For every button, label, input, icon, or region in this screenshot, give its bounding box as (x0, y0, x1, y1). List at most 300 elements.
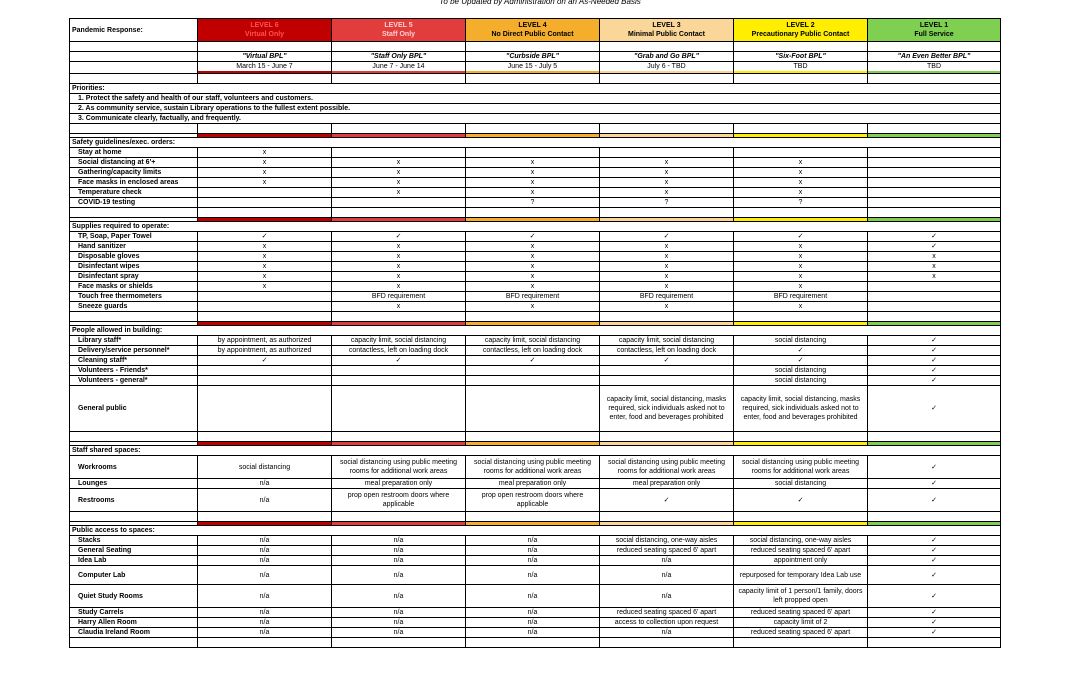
public-space-row-label: Computer Lab (70, 566, 198, 585)
public-space-row (70, 536, 1001, 546)
safety-row (70, 178, 1001, 188)
empty-cell (868, 208, 1001, 218)
safety-row (70, 188, 1001, 198)
safety-row (70, 168, 1001, 178)
public-space-row-cell: n/a (466, 608, 600, 618)
empty-cell (332, 312, 466, 322)
people-row-cell: contactless, left on loading dock (332, 346, 466, 356)
public-space-row-cell: access to collection upon request (600, 618, 734, 628)
public-space-row-cell: reduced seating spaced 6' apart (600, 608, 734, 618)
level-dates-text: June 7 - June 14 (372, 63, 425, 70)
empty-cell (332, 432, 466, 442)
empty-cell (466, 74, 600, 84)
supply-row-cell: ✓ (600, 232, 734, 242)
pandemic-response-label: Pandemic Response: (70, 19, 198, 42)
safety-row-label: Stay at home (70, 148, 198, 158)
people-row-cell: contactless, left on loading dock (600, 346, 734, 356)
spacer-row (70, 312, 1001, 322)
level-nickname: "Staff Only BPL" (332, 52, 466, 62)
safety-row (70, 158, 1001, 168)
public-space-row-cell: ✓ (868, 556, 1001, 566)
spacer-row (70, 512, 1001, 522)
empty-cell (466, 208, 600, 218)
supply-row-cell: x (332, 272, 466, 282)
empty-cell (198, 124, 332, 134)
supply-row-cell: x (332, 252, 466, 262)
public-space-row-cell: social distancing, one-way aisles (600, 536, 734, 546)
level-name: Staff Only (381, 31, 416, 38)
safety-row-cell: x (198, 158, 332, 168)
people-row-cell (466, 366, 600, 376)
safety-row-cell: x (734, 178, 868, 188)
supply-row-cell: x (466, 302, 600, 312)
public-space-row-cell: n/a (466, 566, 600, 585)
public-space-row-cell: ✓ (868, 585, 1001, 608)
people-row-cell (466, 376, 600, 386)
people-row-cell: capacity limit, social distancing (466, 336, 600, 346)
people-row-cell: capacity limit, social distancing (600, 336, 734, 346)
level-name: Minimal Public Contact (627, 31, 705, 38)
staff-space-row-cell: ✓ (868, 479, 1001, 489)
supply-row-label: Disinfectant spray (70, 272, 198, 282)
safety-row-cell (466, 148, 600, 158)
safety-row-cell: x (734, 168, 868, 178)
people-row-cell: ✓ (868, 366, 1001, 376)
public-space-row (70, 566, 1001, 585)
supply-row (70, 252, 1001, 262)
safety-row-cell: x (466, 158, 600, 168)
public-space-row (70, 618, 1001, 628)
supply-row-cell: x (198, 272, 332, 282)
supply-row-cell: x (466, 262, 600, 272)
supply-row-label: Disinfectant wipes (70, 262, 198, 272)
people-row-cell: social distancing (734, 376, 868, 386)
supply-row-cell: x (734, 302, 868, 312)
public-space-row-cell: ✓ (868, 536, 1001, 546)
supply-row-cell: ✓ (868, 242, 1001, 252)
level-dates-text: July 6 - TBD (647, 63, 686, 70)
people-row-cell: ✓ (868, 386, 1001, 432)
level-dates-text: June 15 - July 5 (507, 63, 558, 70)
empty-cell (868, 638, 1001, 648)
public-space-row-cell: reduced seating spaced 6' apart (734, 628, 868, 638)
level-dates (466, 62, 600, 74)
public-space-row-cell: n/a (466, 618, 600, 628)
public-space-row-cell: n/a (332, 618, 466, 628)
staff-space-row-cell: n/a (198, 489, 332, 512)
safety-row-cell: x (466, 188, 600, 198)
people-row (70, 376, 1001, 386)
supply-row-label: Sneeze guards (70, 302, 198, 312)
level-number: LEVEL 6 (250, 22, 279, 29)
safety-row-cell: x (332, 188, 466, 198)
safety-row-cell: x (466, 168, 600, 178)
people-row-cell (332, 366, 466, 376)
people-title: People allowed in building: (70, 326, 1001, 336)
public-space-row-cell: n/a (600, 556, 734, 566)
supply-row-cell: x (734, 272, 868, 282)
public-space-row-cell: ✓ (868, 546, 1001, 556)
empty-cell (70, 42, 198, 52)
supply-row-cell: BFD requirement (734, 292, 868, 302)
supply-row-label: Touch free thermometers (70, 292, 198, 302)
people-row-cell: capacity limit, social distancing, masks required, sick individuals asked not to enter, food and beverages prohibited (600, 386, 734, 432)
supply-row-cell: x (332, 242, 466, 252)
people-row-cell (198, 376, 332, 386)
supply-row-cell: x (332, 282, 466, 292)
safety-row-cell: x (466, 178, 600, 188)
priority-row (70, 94, 1001, 104)
empty-cell (868, 312, 1001, 322)
spacer-row (70, 74, 1001, 84)
level-nickname: "Grab and Go BPL" (600, 52, 734, 62)
spacer-row (70, 124, 1001, 134)
people-row-cell (466, 386, 600, 432)
public-space-row-cell: n/a (466, 546, 600, 556)
people-row-cell: ✓ (868, 346, 1001, 356)
level-number: LEVEL 1 (919, 22, 949, 29)
people-row-cell: contactless, left on loading dock (466, 346, 600, 356)
staff-space-row-cell: social distancing using public meeting rooms for additional work areas (466, 456, 600, 479)
empty-cell (600, 42, 734, 52)
safety-row-cell: x (198, 168, 332, 178)
empty-cell (734, 74, 868, 84)
supply-row-label: TP, Soap, Paper Towel (70, 232, 198, 242)
staff-space-row-cell: social distancing using public meeting rooms for additional work areas (332, 456, 466, 479)
supply-row (70, 292, 1001, 302)
people-row-cell (332, 376, 466, 386)
supply-row-label: Face masks or shields (70, 282, 198, 292)
level-name: Virtual Only (244, 31, 285, 38)
empty-cell (198, 312, 332, 322)
public-space-row-cell: n/a (466, 556, 600, 566)
public-space-row-label: General Seating (70, 546, 198, 556)
supply-row-cell: x (466, 272, 600, 282)
supply-row-cell: x (734, 262, 868, 272)
supply-row-cell: ✓ (868, 232, 1001, 242)
empty-cell (600, 74, 734, 84)
supply-row-cell: BFD requirement (600, 292, 734, 302)
safety-row-cell: ? (734, 198, 868, 208)
empty-cell (332, 42, 466, 52)
safety-row-cell: x (198, 178, 332, 188)
public-space-row-cell: n/a (466, 585, 600, 608)
people-row-cell: capacity limit, social distancing (332, 336, 466, 346)
empty-cell (734, 512, 868, 522)
safety-row-cell: x (600, 158, 734, 168)
empty-cell (198, 208, 332, 218)
people-row-cell: social distancing (734, 336, 868, 346)
people-row-cell (332, 386, 466, 432)
people-row-cell: ✓ (868, 376, 1001, 386)
level-number: LEVEL 5 (384, 22, 413, 29)
spacer-row (70, 638, 1001, 648)
people-row (70, 356, 1001, 366)
supply-row-cell: x (332, 262, 466, 272)
empty-cell (734, 432, 868, 442)
public-space-row-cell: n/a (198, 556, 332, 566)
empty-cell (734, 312, 868, 322)
safety-row-label: Temperature check (70, 188, 198, 198)
people-row-cell (198, 386, 332, 432)
people-row-cell: by appointment, as authorized (198, 336, 332, 346)
safety-row-cell (734, 148, 868, 158)
public-space-row (70, 608, 1001, 618)
people-row-cell: by appointment, as authorized (198, 346, 332, 356)
spacer-row (70, 432, 1001, 442)
safety-row-cell: ? (466, 198, 600, 208)
empty-cell (600, 512, 734, 522)
public-space-row-label: Claudia Ireland Room (70, 628, 198, 638)
public-space-row-label: Quiet Study Rooms (70, 585, 198, 608)
safety-row (70, 198, 1001, 208)
public-space-row-cell: n/a (332, 566, 466, 585)
safety-row-cell: x (600, 168, 734, 178)
public-space-row-cell: ✓ (868, 628, 1001, 638)
staff-space-row-cell: prop open restroom doors where applicable (332, 489, 466, 512)
empty-cell (734, 208, 868, 218)
level-dates (198, 62, 332, 74)
supply-row-cell: x (600, 242, 734, 252)
public-space-row-label: Idea Lab (70, 556, 198, 566)
empty-cell (332, 74, 466, 84)
empty-cell (70, 124, 198, 134)
public-space-row-label: Harry Allen Room (70, 618, 198, 628)
empty-cell (466, 638, 600, 648)
supply-row (70, 272, 1001, 282)
safety-row-cell (198, 198, 332, 208)
empty-cell (600, 312, 734, 322)
staff-space-row-label: Restrooms (70, 489, 198, 512)
public-space-row-cell: n/a (198, 536, 332, 546)
staff-space-row-cell: ✓ (868, 489, 1001, 512)
empty-cell (600, 208, 734, 218)
supply-row-cell: x (198, 282, 332, 292)
public-space-row-cell: repurposed for temporary Idea Lab use (734, 566, 868, 585)
level-nickname: "Six-Foot BPL" (734, 52, 868, 62)
supply-row-label: Disposable gloves (70, 252, 198, 262)
staff-space-row-cell: n/a (198, 479, 332, 489)
supply-row-cell: x (600, 262, 734, 272)
level-dates (734, 62, 868, 74)
priorities-title: Priorities: (70, 84, 1001, 94)
safety-row-cell (868, 158, 1001, 168)
level-header-row (70, 19, 1001, 42)
people-row-label: Cleaning staff* (70, 356, 198, 366)
people-row (70, 346, 1001, 356)
people-row-cell (600, 366, 734, 376)
people-row-cell: ✓ (734, 356, 868, 366)
public-space-row-cell: n/a (466, 628, 600, 638)
staff-space-row-label: Workrooms (70, 456, 198, 479)
public-space-row-cell: n/a (198, 618, 332, 628)
empty-cell (70, 638, 198, 648)
people-row-label: Volunteers - Friends* (70, 366, 198, 376)
public-space-row-cell: social distancing, one-way aisles (734, 536, 868, 546)
people-title-row (70, 326, 1001, 336)
level-number: LEVEL 2 (786, 22, 815, 29)
level-dates (868, 62, 1001, 74)
empty-cell (70, 74, 198, 84)
level-header-1 (868, 19, 1001, 42)
staff-spaces-title-row (70, 446, 1001, 456)
people-row (70, 336, 1001, 346)
staff-space-row-cell: meal preparation only (332, 479, 466, 489)
supply-row (70, 232, 1001, 242)
public-space-row-cell: ✓ (868, 608, 1001, 618)
public-space-row-cell: n/a (198, 566, 332, 585)
public-space-row-cell: n/a (600, 566, 734, 585)
level-header-2 (734, 19, 868, 42)
empty-cell (734, 42, 868, 52)
level-header-3 (600, 19, 734, 42)
safety-row-cell (868, 178, 1001, 188)
people-row-cell: ✓ (868, 336, 1001, 346)
spacer-row (70, 208, 1001, 218)
public-spaces-title-row (70, 526, 1001, 536)
level-dates-text: TBD (927, 63, 941, 70)
people-row-cell: capacity limit, social distancing, masks required, sick individuals asked not to enter, food and beverages prohibited (734, 386, 868, 432)
safety-row-cell (868, 198, 1001, 208)
empty-cell (600, 124, 734, 134)
supplies-title-row (70, 222, 1001, 232)
supply-row-cell: BFD requirement (332, 292, 466, 302)
safety-row-label: Gathering/capacity limits (70, 168, 198, 178)
empty-cell (466, 42, 600, 52)
public-space-row-cell: n/a (198, 628, 332, 638)
public-space-row-label: Stacks (70, 536, 198, 546)
empty-cell (734, 124, 868, 134)
people-row-label: Volunteers - general* (70, 376, 198, 386)
public-space-row-cell: n/a (332, 536, 466, 546)
public-space-row-cell: n/a (600, 585, 734, 608)
supply-row-cell (868, 302, 1001, 312)
empty-cell (70, 208, 198, 218)
safety-row-cell (198, 188, 332, 198)
priority-item: 1. Protect the safety and health of our staff, volunteers and customers. (70, 94, 1001, 104)
priority-row (70, 114, 1001, 124)
supply-row (70, 282, 1001, 292)
staff-space-row-cell: social distancing using public meeting rooms for additional work areas (600, 456, 734, 479)
supply-row-cell: x (198, 252, 332, 262)
supply-row-cell: x (600, 302, 734, 312)
staff-space-row (70, 489, 1001, 512)
staff-space-row-cell: ✓ (600, 489, 734, 512)
level-header-4 (466, 19, 600, 42)
public-space-row-cell: capacity limit of 2 (734, 618, 868, 628)
empty-cell (70, 512, 198, 522)
level-header-5 (332, 19, 466, 42)
public-space-row-cell: n/a (332, 556, 466, 566)
safety-row-label: Face masks in enclosed areas (70, 178, 198, 188)
public-space-row (70, 585, 1001, 608)
priorities-title-row (70, 84, 1001, 94)
empty-cell (868, 512, 1001, 522)
supply-row-cell: x (734, 252, 868, 262)
supply-row-cell: ✓ (198, 232, 332, 242)
supply-row-cell (198, 292, 332, 302)
supply-row-cell (868, 282, 1001, 292)
priority-item: 2. As community service, sustain Library operations to the fullest extent possible. (70, 104, 1001, 114)
people-row-cell (198, 366, 332, 376)
public-space-row-cell: ✓ (868, 566, 1001, 585)
staff-space-row-cell: meal preparation only (600, 479, 734, 489)
empty-cell (70, 432, 198, 442)
people-row-cell: social distancing (734, 366, 868, 376)
safety-row-cell: x (332, 168, 466, 178)
safety-row-cell: x (734, 158, 868, 168)
public-space-row-cell: ✓ (868, 618, 1001, 628)
level-header-6 (198, 19, 332, 42)
staff-spaces-title: Staff shared spaces: (70, 446, 1001, 456)
safety-title-row (70, 138, 1001, 148)
level-dates (332, 62, 466, 74)
priority-row (70, 104, 1001, 114)
supply-row-cell: ✓ (332, 232, 466, 242)
public-spaces-title: Public access to spaces: (70, 526, 1001, 536)
people-row-label: Library staff* (70, 336, 198, 346)
public-space-row (70, 628, 1001, 638)
document-caption: To be Updated by Administration on an As-Needed Basis (439, 0, 641, 6)
supply-row-cell: x (466, 242, 600, 252)
level-dates (600, 62, 734, 74)
level-nickname: "Curbside BPL" (466, 52, 600, 62)
staff-space-row (70, 456, 1001, 479)
staff-space-row-cell: ✓ (734, 489, 868, 512)
supply-row-cell: x (600, 252, 734, 262)
staff-space-row-cell: prop open restroom doors where applicable (466, 489, 600, 512)
safety-row-cell (868, 148, 1001, 158)
public-space-row-cell: n/a (332, 585, 466, 608)
level-nickname: "Virtual BPL" (198, 52, 332, 62)
empty-cell (466, 312, 600, 322)
safety-row-cell (332, 198, 466, 208)
supply-row-cell: x (868, 262, 1001, 272)
safety-row-cell (332, 148, 466, 158)
supply-row-cell: BFD requirement (466, 292, 600, 302)
empty-cell (466, 512, 600, 522)
level-dates-text: TBD (793, 63, 808, 70)
nickname-row (70, 52, 1001, 62)
public-space-row-cell: n/a (332, 608, 466, 618)
safety-row-cell: x (198, 148, 332, 158)
safety-row-cell: x (600, 178, 734, 188)
empty-cell (600, 638, 734, 648)
safety-row-label: Social distancing at 6'+ (70, 158, 198, 168)
supply-row-cell: x (734, 242, 868, 252)
public-space-row-cell: appointment only (734, 556, 868, 566)
safety-row (70, 148, 1001, 158)
staff-space-row-cell: social distancing (198, 456, 332, 479)
supply-row-cell (868, 292, 1001, 302)
level-name: Full Service (914, 31, 954, 38)
supply-row-cell: x (868, 252, 1001, 262)
level-nickname: "An Even Better BPL" (868, 52, 1001, 62)
level-dates-text: March 15 - June 7 (236, 63, 293, 70)
level-number: LEVEL 4 (518, 22, 547, 29)
supply-row (70, 262, 1001, 272)
people-row-cell: ✓ (466, 356, 600, 366)
empty-cell (198, 512, 332, 522)
empty-cell (70, 62, 198, 74)
safety-row-cell (868, 188, 1001, 198)
pandemic-response-table (69, 18, 1001, 648)
empty-cell (70, 52, 198, 62)
people-row-label: Delivery/service personnel* (70, 346, 198, 356)
supply-row-cell: x (734, 282, 868, 292)
safety-row-cell: ? (600, 198, 734, 208)
empty-cell (198, 74, 332, 84)
